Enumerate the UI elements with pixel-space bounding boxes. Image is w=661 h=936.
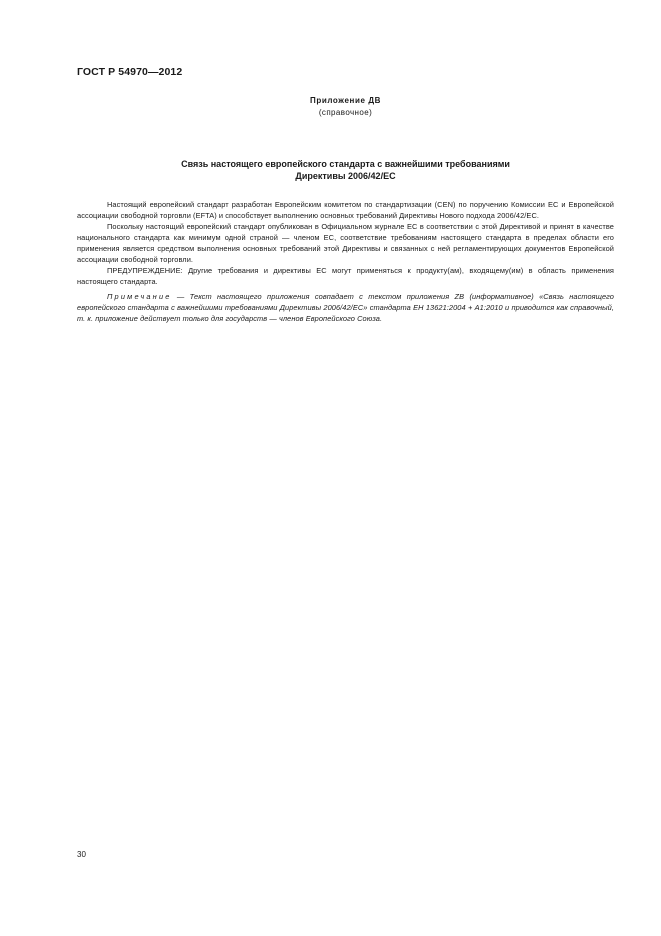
paragraph-warning: ПРЕДУПРЕЖДЕНИЕ: Другие требования и директивы ЕС могут применяться к продукту(ам), входящему(им) в область применения настоящего стандарта. (77, 266, 614, 287)
page-number: 30 (77, 850, 86, 859)
note-label: Примечание (107, 292, 172, 302)
note-paragraph (77, 291, 614, 324)
body-text (77, 199, 614, 325)
section-title-line-1: Связь настоящего европейского стандарта с важнейшими требованиями (181, 159, 510, 169)
section-title (77, 158, 614, 182)
appendix-heading (0, 95, 661, 119)
document-header: ГОСТ Р 54970—2012 (77, 66, 183, 78)
note-text: — Текст настоящего приложения совпадает с текстом приложения ZB (информативное) «Связь настоящего европейского стандарта с важнейшими требованиями Директивы 2006/42/ЕС» стандарта ЕН 13621:2004 + А1:2010 и приводится как справочный, т. к. приложение действует только для государств — членов Европейского Союза. (77, 292, 614, 324)
paragraph-1: Настоящий европейский стандарт разработан Европейским комитетом по стандартизации (CEN) по поручению Комиссии ЕС и Европейской ассоциации свободной торговли (EFTA) и способствует выполнению основных требований Директивы Нового подхода 2006/42/ЕС. (77, 200, 614, 221)
paragraph-2: Поскольку настоящий европейский стандарт опубликован в Официальном журнале ЕС в соответствии с этой Директивой и принят в качестве национального стандарта как минимум одной страной — членом ЕС, соответствие требованиям настоящего стандарта в пределах области его применения является средством выполнения основных требований этой Директивы и связанных с ней регламентирующих документов Европейской ассоциации свободной торговли. (77, 222, 614, 265)
appendix-name: Приложение ДВ (309, 96, 382, 105)
appendix-kind: (справочное) (318, 108, 373, 117)
section-title-line-2: Директивы 2006/42/ЕС (295, 171, 396, 181)
